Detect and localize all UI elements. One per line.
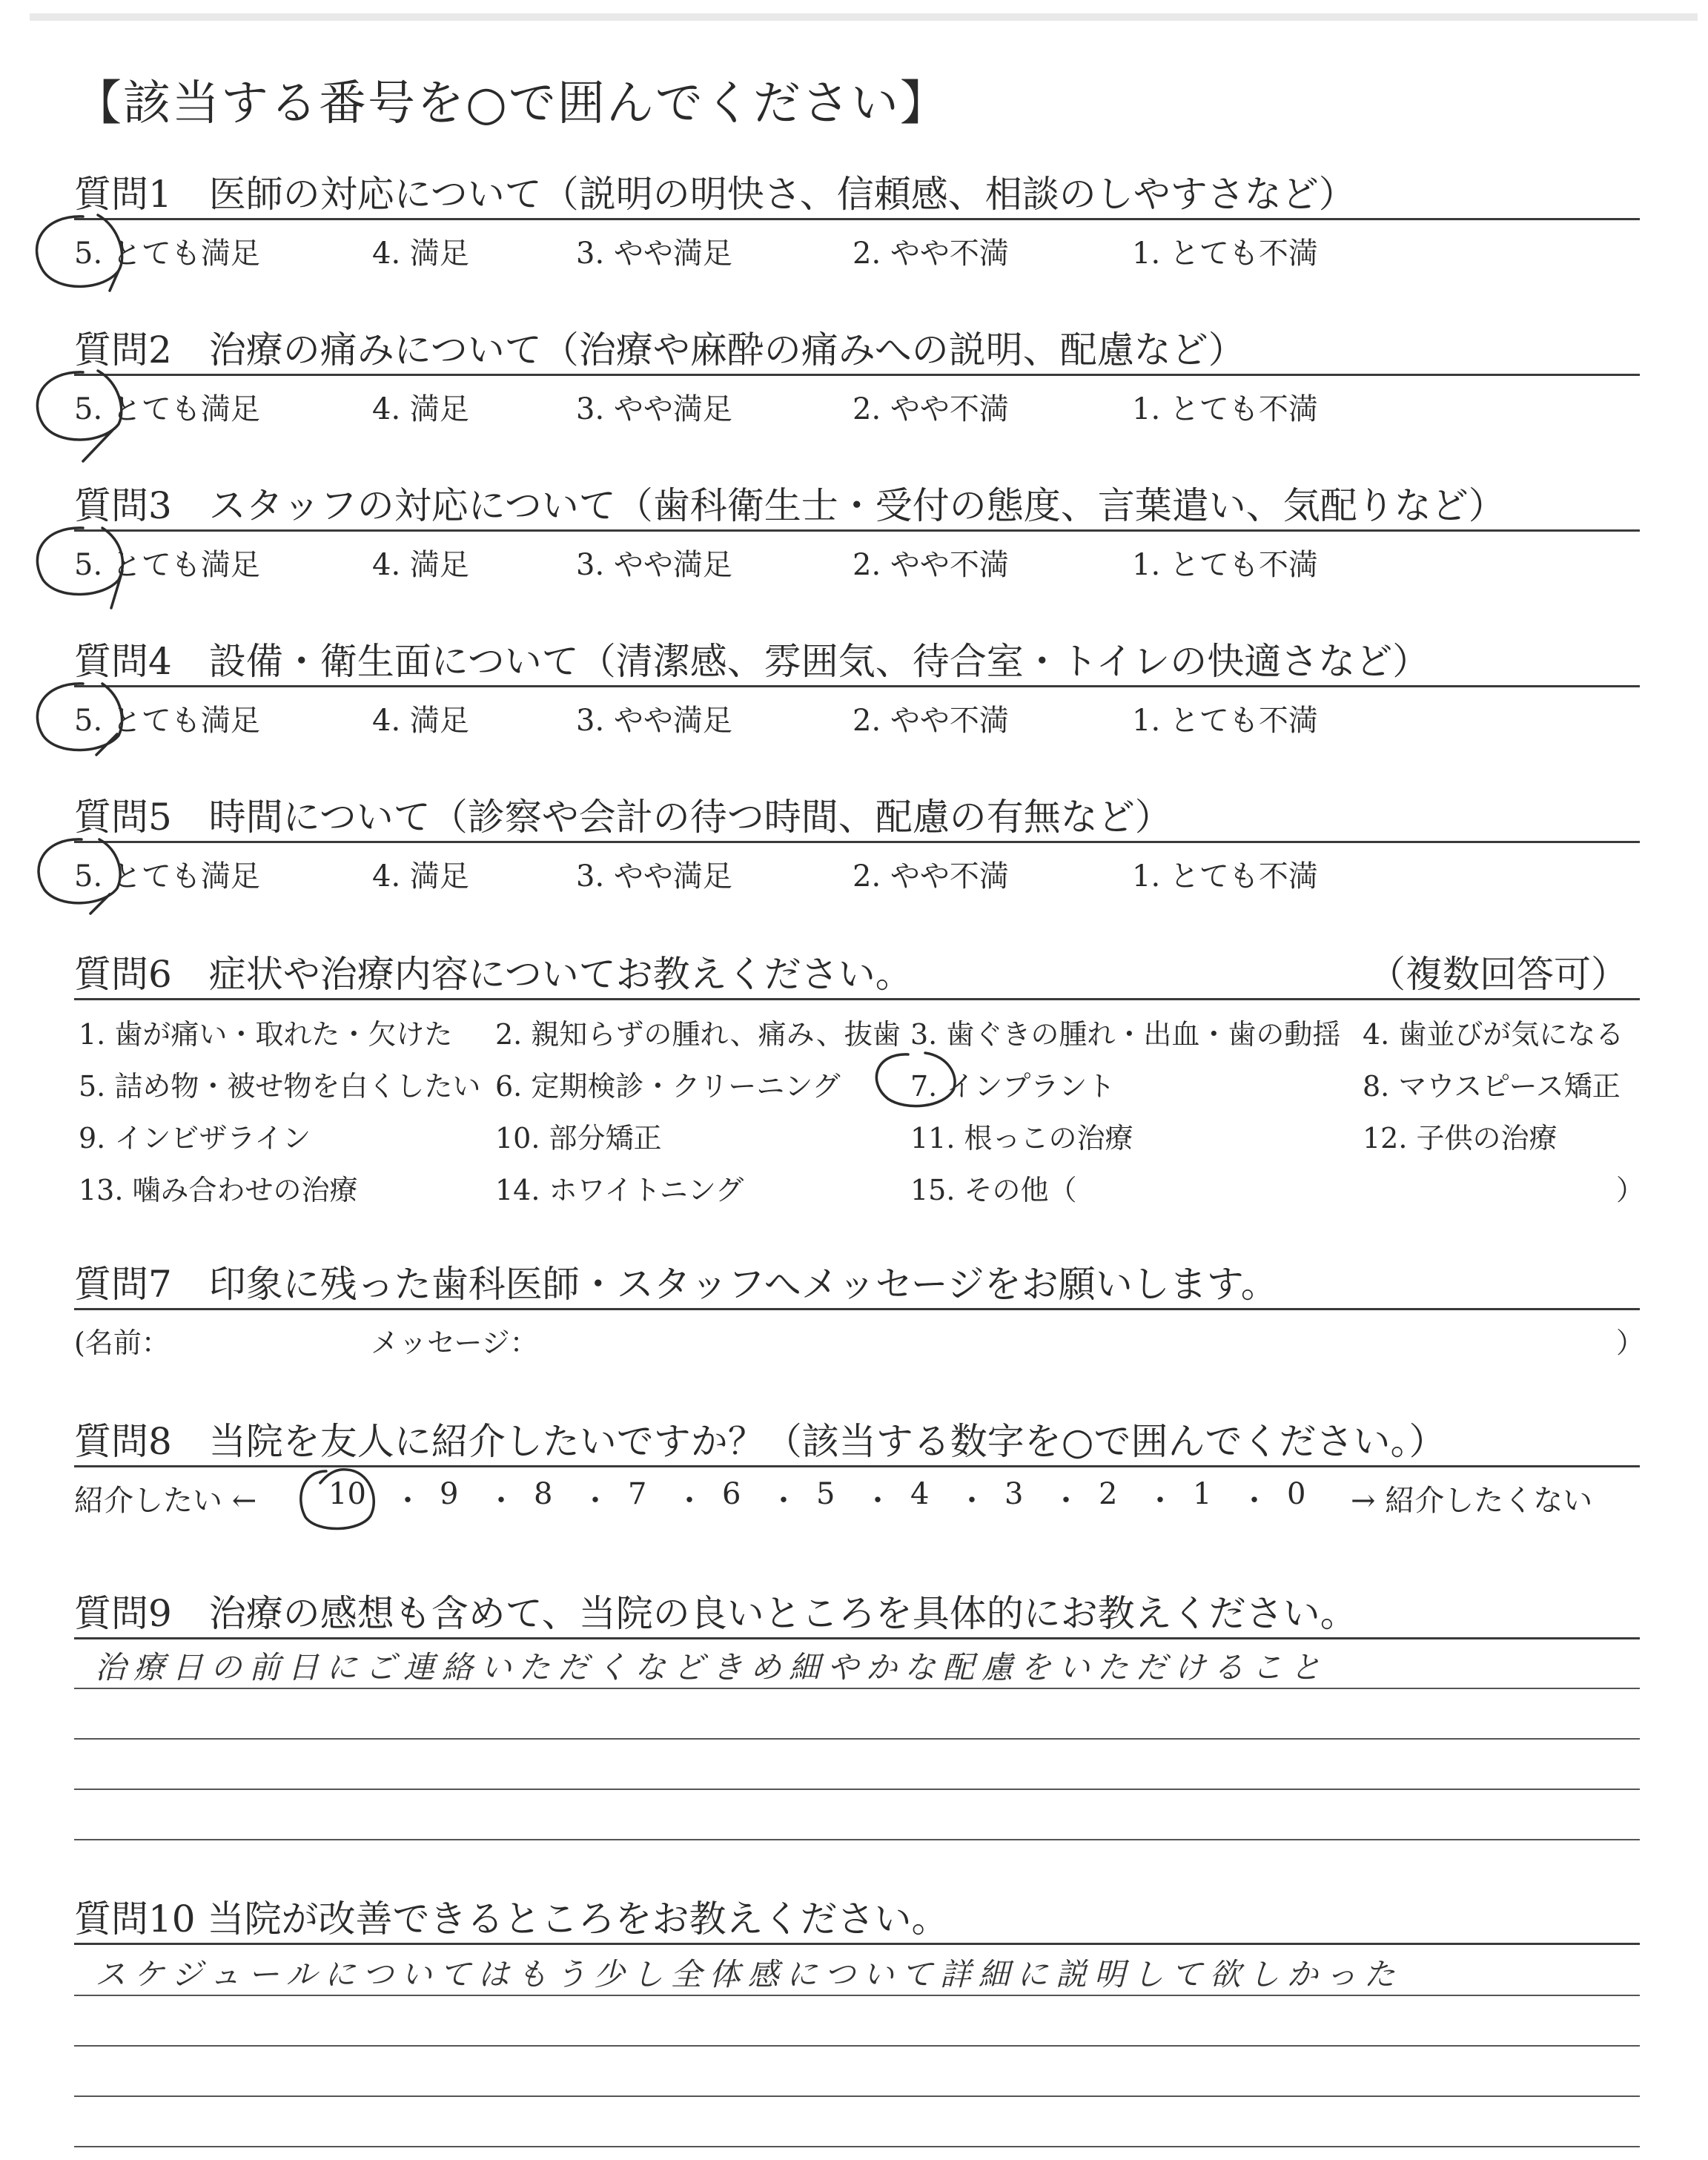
scale-number-0[interactable]: 0 (1287, 1477, 1306, 1511)
answer-line (74, 1995, 1640, 1996)
question-7-title: 質問7 印象に残った歯科医師・スタッフへメッセージをお願いします。 (74, 1263, 1278, 1306)
page-title: 【該当する番号を○で囲んでください】 (74, 76, 949, 131)
option-5-very-satisfied[interactable]: 5. とても満足 (74, 237, 260, 271)
option-3-somewhat-satisfied[interactable]: 3. やや満足 (576, 392, 732, 426)
symptom-3[interactable]: 3. 歯ぐきの腫れ・出血・歯の動揺 (910, 1018, 1341, 1051)
question-3-title: 質問3 スタッフの対応について（歯科衛生士・受付の態度、言葉遣い、気配りなど） (74, 484, 1506, 527)
option-1-very-dissatisfied[interactable]: 1. とても不満 (1132, 859, 1318, 894)
option-1-very-dissatisfied[interactable]: 1. とても不満 (1132, 704, 1318, 738)
answer-line (74, 2045, 1640, 2047)
option-4-satisfied[interactable]: 4. 満足 (372, 392, 469, 426)
scale-right-label: → 紹介したくない (1351, 1484, 1593, 1518)
name-field-label[interactable]: (名前： (74, 1327, 170, 1359)
question-5-title: 質問5 時間について（診察や会計の待つ時間、配慮の有無など） (74, 796, 1172, 839)
option-1-very-dissatisfied[interactable]: 1. とても不満 (1132, 237, 1318, 271)
question-10-rule (74, 1943, 1640, 1945)
question-10-handwritten-answer[interactable]: スケジュールについてはもう少し全体感について詳細に説明して欲しかった (95, 1956, 1403, 1992)
scale-dot: ・ (486, 1484, 516, 1518)
scale-dot: ・ (769, 1484, 798, 1518)
option-2-somewhat-dissatisfied[interactable]: 2. やや不満 (853, 859, 1009, 894)
option-5-very-satisfied[interactable]: 5. とても満足 (74, 704, 260, 738)
scale-dot: ・ (580, 1484, 610, 1518)
symptom-10[interactable]: 10. 部分矯正 (495, 1122, 662, 1155)
option-4-satisfied[interactable]: 4. 満足 (372, 548, 469, 582)
scale-dot: ・ (1239, 1484, 1269, 1518)
symptom-1[interactable]: 1. 歯が痛い・取れた・欠けた (79, 1018, 453, 1051)
scale-number-4[interactable]: 4 (910, 1477, 930, 1511)
symptom-9[interactable]: 9. インビザライン (79, 1122, 311, 1155)
question-6-rule (74, 998, 1640, 1000)
symptom-15-close-paren: ） (1616, 1174, 1645, 1206)
scale-dot: ・ (1051, 1484, 1081, 1518)
question-9-title: 質問9 治療の感想も含めて、当院の良いところを具体的にお教えください。 (74, 1592, 1357, 1635)
symptom-6[interactable]: 6. 定期検診・クリーニング (495, 1070, 841, 1103)
option-3-somewhat-satisfied[interactable]: 3. やや満足 (576, 237, 732, 271)
scale-dot: ・ (863, 1484, 893, 1518)
question-8-rule (74, 1465, 1640, 1467)
scale-number-9[interactable]: 9 (440, 1477, 459, 1511)
scale-dot: ・ (957, 1484, 987, 1518)
scale-number-2[interactable]: 2 (1099, 1477, 1118, 1511)
question-1-rule (74, 218, 1640, 220)
question-4-title: 質問4 設備・衛生面について（清潔感、雰囲気、待合室・トイレの快適さなど） (74, 640, 1430, 683)
question-5-rule (74, 841, 1640, 843)
scale-number-8[interactable]: 8 (534, 1477, 553, 1511)
scan-top-edge (30, 13, 1698, 21)
option-5-very-satisfied[interactable]: 5. とても満足 (74, 548, 260, 582)
option-3-somewhat-satisfied[interactable]: 3. やや満足 (576, 548, 732, 582)
symptom-15-other[interactable]: 15. その他（ (910, 1174, 1077, 1206)
option-5-very-satisfied[interactable]: 5. とても満足 (74, 859, 260, 894)
option-3-somewhat-satisfied[interactable]: 3. やや満足 (576, 859, 732, 894)
symptom-14[interactable]: 14. ホワイトニング (495, 1174, 744, 1206)
answer-line (74, 2095, 1640, 2097)
symptom-12[interactable]: 12. 子供の治療 (1363, 1122, 1558, 1155)
option-4-satisfied[interactable]: 4. 満足 (372, 237, 469, 271)
symptom-7[interactable]: 7. インプラント (910, 1070, 1116, 1103)
symptom-5[interactable]: 5. 詰め物・被せ物を白くしたい (79, 1070, 481, 1103)
option-2-somewhat-dissatisfied[interactable]: 2. やや不満 (853, 392, 1009, 426)
question-9-handwritten-answer[interactable]: 治療日の前日にご連絡いただくなどきめ細やかな配慮をいただけること (95, 1649, 1329, 1685)
question-1-title: 質問1 医師の対応について（説明の明快さ、信頼感、相談のしやすさなど） (74, 173, 1356, 216)
answer-line (74, 1738, 1640, 1740)
option-5-very-satisfied[interactable]: 5. とても満足 (74, 392, 260, 426)
symptom-8[interactable]: 8. マウスピース矯正 (1363, 1070, 1621, 1103)
scale-number-10[interactable]: 10 (328, 1477, 366, 1511)
option-1-very-dissatisfied[interactable]: 1. とても不満 (1132, 392, 1318, 426)
option-4-satisfied[interactable]: 4. 満足 (372, 704, 469, 738)
question-2-rule (74, 374, 1640, 376)
scale-number-6[interactable]: 6 (722, 1477, 741, 1511)
scale-left-label: 紹介したい ← (74, 1484, 257, 1518)
answer-line (74, 1688, 1640, 1689)
question-4-rule (74, 685, 1640, 687)
scale-number-1[interactable]: 1 (1193, 1477, 1212, 1511)
option-2-somewhat-dissatisfied[interactable]: 2. やや不満 (853, 548, 1009, 582)
symptom-13[interactable]: 13. 噛み合わせの治療 (79, 1174, 358, 1206)
scale-number-3[interactable]: 3 (1004, 1477, 1024, 1511)
question-10-title: 質問10 当院が改善できるところをお教えください。 (74, 1898, 949, 1941)
message-close-paren: ） (1616, 1327, 1645, 1359)
symptom-2[interactable]: 2. 親知らずの腫れ、痛み、抜歯 (495, 1018, 901, 1051)
option-2-somewhat-dissatisfied[interactable]: 2. やや不満 (853, 704, 1009, 738)
option-2-somewhat-dissatisfied[interactable]: 2. やや不満 (853, 237, 1009, 271)
question-6-multiple-note: （複数回答可） (1368, 953, 1628, 996)
answer-line (74, 1839, 1640, 1840)
question-7-rule (74, 1308, 1640, 1310)
message-field-label[interactable]: メッセージ： (371, 1327, 538, 1359)
option-3-somewhat-satisfied[interactable]: 3. やや満足 (576, 704, 732, 738)
scale-dot: ・ (393, 1484, 423, 1518)
answer-line (74, 2146, 1640, 2147)
symptom-11[interactable]: 11. 根っこの治療 (910, 1122, 1133, 1155)
question-6-title: 質問6 症状や治療内容についてお教えください。 (74, 953, 913, 996)
scale-number-7[interactable]: 7 (628, 1477, 647, 1511)
question-9-rule (74, 1637, 1640, 1639)
scale-dot: ・ (675, 1484, 704, 1518)
question-8-title: 質問8 当院を友人に紹介したいですか？（該当する数字を○で囲んでください。） (74, 1420, 1446, 1463)
symptom-4[interactable]: 4. 歯並びが気になる (1363, 1018, 1624, 1051)
question-2-title: 質問2 治療の痛みについて（治療や麻酔の痛みへの説明、配慮など） (74, 328, 1245, 371)
scale-number-5[interactable]: 5 (816, 1477, 835, 1511)
answer-line (74, 1789, 1640, 1790)
option-1-very-dissatisfied[interactable]: 1. とても不満 (1132, 548, 1318, 582)
scale-dot: ・ (1145, 1484, 1175, 1518)
option-4-satisfied[interactable]: 4. 満足 (372, 859, 469, 894)
question-3-rule (74, 529, 1640, 532)
